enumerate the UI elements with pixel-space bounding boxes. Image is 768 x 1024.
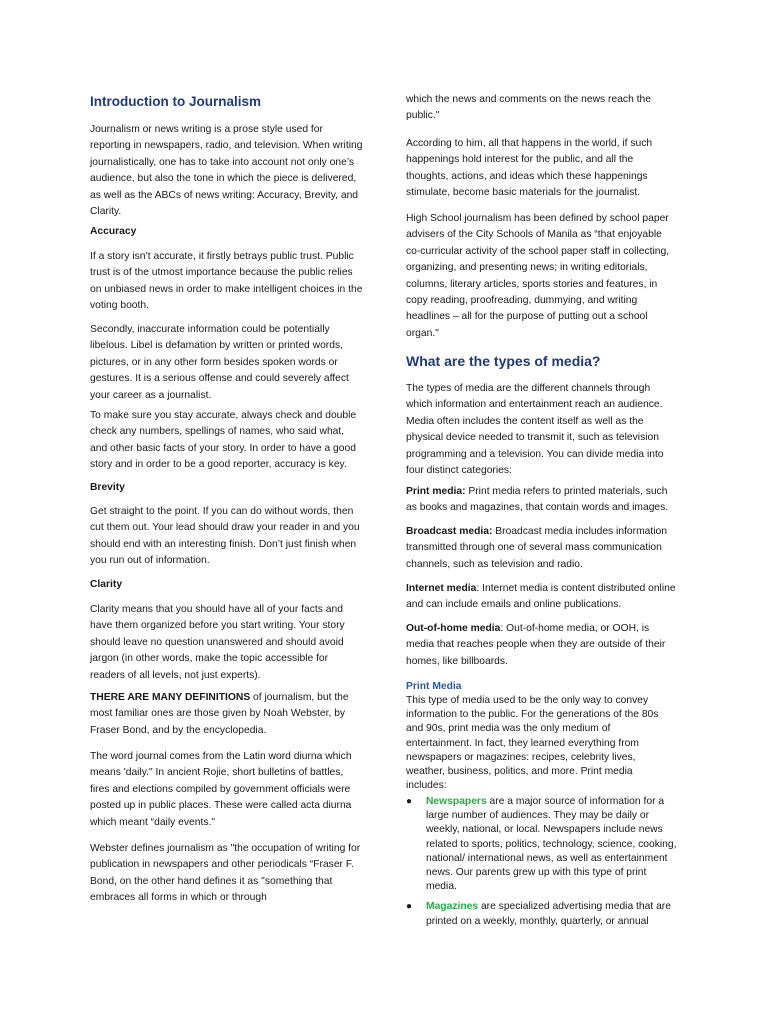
intro-paragraph: Journalism or news writing is a prose style used for reporting in newspapers, radio, and television. When writing journalistically, one has to take into account not only one’s audience, but also the tone in which the piece is delivered, as well as the ABCs of news writing: Accuracy, Brevity, and Clarity. bbox=[90, 124, 363, 218]
brevity-heading: Brevity bbox=[90, 482, 125, 493]
clarity-paragraph: Clarity means that you should have all of your facts and have them organized before you start writing. Your story should leave no question unanswered and should avoid jargon (in other words, make the topic accessible for readers of all levels, not just experts). bbox=[90, 604, 345, 681]
broadcast-media-text: Broadcast media includes information transmitted through one of several mass communication channels, such as television and radio. bbox=[406, 526, 667, 570]
print-media-paragraph: This type of media used to be the only way to convey information to the public. For the generations of the 80s and 90s, print media was the only medium of entertainment. In fact, they learned everything from newspapers or magazines: recipes, celebrity lives, weather, business, politics, and more. Print media includes: bbox=[406, 695, 659, 792]
internet-media-definition bbox=[406, 581, 678, 614]
internet-media-label: Internet media bbox=[406, 583, 477, 594]
ooh-media-definition bbox=[406, 621, 678, 670]
broadcast-media-definition bbox=[406, 524, 678, 573]
types-of-media-heading: What are the types of media? bbox=[406, 353, 601, 369]
magazines-text: are specialized advertising media that are printed on a weekly, monthly, quarterly, or annual bbox=[426, 901, 671, 927]
magazines-term: Magazines bbox=[426, 901, 479, 913]
continued-paragraph: which the news and comments on the news reach the public." bbox=[406, 94, 651, 122]
highschool-paragraph: High School journalism has been defined by school paper advisers of the City Schools of Manila as “that enjoyable co-curricular activity of the school paper staff in collecting, organizing, and presenting news; in writing editorials, columns, literary articles, sports stories and features, in copy reading, proofreading, dummying, and writing headlines – all for the purpose of putting out a school organ." bbox=[406, 213, 670, 339]
print-media-text: Print media refers to printed materials, such as books and magazines, that contain words and images. bbox=[406, 486, 669, 514]
broadcast-media-label: Broadcast media: bbox=[406, 526, 493, 537]
print-media-list bbox=[406, 795, 678, 929]
definitions-paragraph bbox=[90, 690, 364, 739]
accuracy-heading: Accuracy bbox=[90, 226, 137, 237]
ooh-media-text: : Out-of-home media, or OOH, is media that reaches people when they are outside of their homes, like billboards. bbox=[406, 623, 666, 667]
ooh-media-label: Out-of-home media bbox=[406, 623, 501, 634]
definitions-text: of journalism, but the most familiar ones are those given by Noah Webster, by Fraser Bond, and by the encyclopedia. bbox=[90, 692, 349, 736]
clarity-heading: Clarity bbox=[90, 579, 123, 590]
accuracy-paragraph-3: To make sure you stay accurate, always check and double check any numbers, spellings of names, who said what, and other basic facts of your story. In order to have a good story and in order to be a good reporter, accuracy is key. bbox=[90, 410, 357, 471]
accuracy-paragraph-1: If a story isn’t accurate, it firstly betrays public trust. Public trust is of the utmost importance because the public relies on unbiased news in order to make intelligent choices in the voting booth. bbox=[90, 251, 363, 312]
newspapers-text: are a major source of information for a large number of audiences. They may be daily or weekly, national, or local. Newspapers include news related to sports, politics, technology, science, cooking, national/ international news, as well as entertainment news. Our parents grew up with this type of print media. bbox=[426, 796, 677, 893]
list-item-newspapers bbox=[406, 795, 678, 894]
print-media-heading: Print Media bbox=[406, 681, 462, 692]
bullet-icon: ● bbox=[406, 796, 413, 807]
accuracy-paragraph-2: Secondly, inaccurate information could be potentially libelous. Libel is defamation by written or printed words, pictures, or in any other form besides spoken words or gestures. It is a serious offense and could severely affect your career as a journalist. bbox=[90, 324, 349, 401]
newspapers-term: Newspapers bbox=[426, 796, 487, 807]
brevity-paragraph: Get straight to the point. If you can do without words, then cut them out. Your lead should draw your reader in and you should end with an interesting finish. Don’t just finish when you run out of information. bbox=[90, 506, 360, 567]
print-media-definition bbox=[406, 484, 678, 517]
types-paragraph: The types of media are the different channels through which information and entertainment reach an audience. Media often includes the content itself as well as the physical device needed to transmit it, such as television programming and a television. You can divide media into four distinct categories: bbox=[406, 383, 664, 477]
definitions-lead: THERE ARE MANY DEFINITIONS bbox=[90, 692, 251, 703]
print-media-label: Print media: bbox=[406, 486, 466, 497]
webster-paragraph: Webster defines journalism as "the occupation of writing for publication in newspapers and other periodicals “Fraser F. Bond, on the other hand defines it as "something that embraces all forms in which or through bbox=[90, 843, 361, 904]
journal-paragraph: The word journal comes from the Latin word diurna which means 'daily." In ancient Rojie, short bulletins of battles, fires and elections compiled by government officials were posted up in public places. These were called acta diurna which meant “daily events." bbox=[90, 751, 352, 828]
bullet-icon: ● bbox=[406, 901, 413, 913]
page-title: Introduction to Journalism bbox=[90, 94, 261, 109]
according-paragraph: According to him, all that happens in the world, if such happenings hold interest for the public, and all the thoughts, actions, and ideas which these happenings stimulate, become basic materials for the journalist. bbox=[406, 138, 653, 199]
list-item-magazines bbox=[406, 900, 678, 928]
internet-media-text: : Internet media is content distributed online and can include emails and online publications. bbox=[406, 583, 676, 611]
